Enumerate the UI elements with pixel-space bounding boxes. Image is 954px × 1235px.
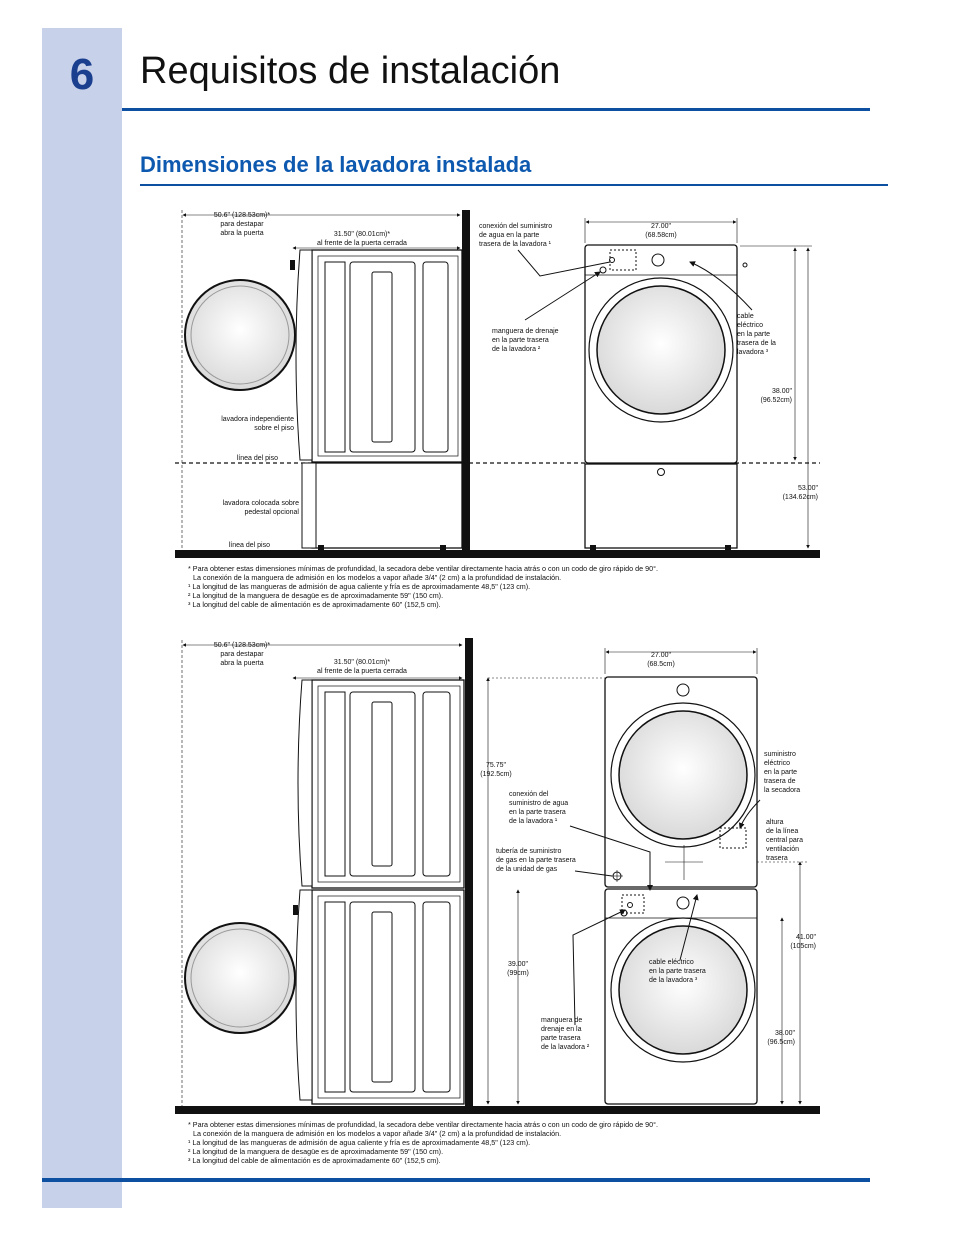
svg-text:para destapar: para destapar <box>220 221 264 228</box>
floor-bar-2 <box>175 1106 820 1114</box>
svg-text:en la parte trasera: en la parte trasera <box>649 968 706 975</box>
svg-text:(134.62cm): (134.62cm) <box>782 494 818 501</box>
footnotes-2: * Para obtener estas dimensiones mínimas de profundidad, la secadora debe ventilar directamente hacia atrás o con un codo de giro rápido de 90°. La conexión de la manguera de admisión en los modelos a vapor añade 3/4" (2 cm) a la profundidad de instalación. ¹ La longitud de las mangueras de admisión de agua caliente y fría es de aproximadamente 48,5" (123 cm). ² La longitud de la manguera de desagüe es de aproximadamente 59" (150 cm). ³ La longitud del cable de alimentación es de aproximadamente 60" (152,5 cm). <box>188 1120 658 1165</box>
svg-text:de agua en la parte: de agua en la parte <box>479 232 540 239</box>
diagram-2 <box>175 638 820 1114</box>
svg-text:drenaje en la: drenaje en la <box>541 1026 582 1033</box>
svg-text:para destapar: para destapar <box>220 651 264 658</box>
svg-text:de la lavadora ²: de la lavadora ² <box>492 346 541 353</box>
label-washer-dim-2: 38.00" <box>774 1030 795 1037</box>
svg-text:la secadora: la secadora <box>764 787 801 794</box>
footnotes-1: * Para obtener estas dimensiones mínimas de profundidad, la secadora debe ventilar directamente hacia atrás o con un codo de giro rápido de 90°. La conexión de la manguera de admisión en los modelos a vapor añade 3/4" (2 cm) a la profundidad de instalación. ¹ La longitud de las mangueras de admisión de agua caliente y fría es de aproximadamente 48,5" (123 cm). ² La longitud de la manguera de desagüe es de aproximadamente 59" (150 cm). ³ La longitud del cable de alimentación es de aproximadamente 60" (152,5 cm). <box>188 564 658 609</box>
svg-text:en la parte: en la parte <box>737 331 771 338</box>
svg-text:eléctrico: eléctrico <box>737 322 764 329</box>
side-view-stack <box>185 680 464 1104</box>
svg-text:(96.5cm): (96.5cm) <box>767 1039 795 1046</box>
svg-text:en la parte: en la parte <box>764 769 798 776</box>
diagram-1 <box>175 210 820 558</box>
svg-text:(99cm): (99cm) <box>507 970 529 977</box>
label-water-supply-1: conexión del suministro <box>479 223 553 230</box>
label-vent-height: altura <box>766 819 784 826</box>
svg-text:al frente de la puerta cerrada: al frente de la puerta cerrada <box>317 668 407 675</box>
svg-text:(68.5cm): (68.5cm) <box>647 661 675 668</box>
svg-text:(96.52cm): (96.52cm) <box>760 397 792 404</box>
label-gas-pipe: tubería de suministro <box>496 848 562 855</box>
label-floor-line: línea del piso <box>236 455 278 462</box>
svg-text:suministro de agua: suministro de agua <box>509 800 569 807</box>
label-height-washer-1: 38.00" <box>771 388 792 395</box>
svg-text:(192.5cm): (192.5cm) <box>480 771 512 778</box>
label-dryer-power: suministro <box>764 751 796 758</box>
svg-text:abra la puerta: abra la puerta <box>220 660 264 667</box>
svg-text:sobre el piso: sobre el piso <box>254 425 294 432</box>
svg-text:al frente de la puerta cerrada: al frente de la puerta cerrada <box>317 240 407 247</box>
label-closed-depth-1: 31.50" (80.01cm)* <box>333 231 391 238</box>
label-vent-dim: 41.00" <box>795 934 816 941</box>
label-width-2: 27.00" <box>650 652 672 659</box>
svg-text:trasera: trasera <box>766 855 788 862</box>
page-title: Requisitos de instalación <box>140 50 561 92</box>
page-number: 6 <box>69 50 95 99</box>
section-title: Dimensiones de la lavadora instalada <box>140 152 532 177</box>
svg-text:de la lavadora ²: de la lavadora ² <box>541 1044 590 1051</box>
svg-text:abra la puerta: abra la puerta <box>220 230 264 237</box>
svg-text:de la unidad de gas: de la unidad de gas <box>496 866 558 873</box>
svg-text:de la lavadora ³: de la lavadora ³ <box>649 977 698 984</box>
svg-text:eléctrico: eléctrico <box>764 760 791 767</box>
svg-text:pedestal opcional: pedestal opcional <box>244 509 299 516</box>
svg-text:en la parte trasera: en la parte trasera <box>509 809 566 816</box>
front-view-stack <box>605 677 757 1104</box>
wall <box>462 210 470 550</box>
label-drain-hose-2: manguera de <box>541 1017 583 1024</box>
label-water-supply-2: conexión del <box>509 791 549 798</box>
label-closed-depth-2: 31.50" (80.01cm)* <box>333 659 391 666</box>
svg-text:(68.58cm): (68.58cm) <box>645 232 677 239</box>
svg-text:parte trasera: parte trasera <box>541 1035 581 1042</box>
label-standalone: lavadora independiente <box>221 416 294 423</box>
svg-text:trasera de: trasera de <box>764 778 796 785</box>
label-door-open-1: 50.6" (128.53cm)* <box>213 212 271 219</box>
label-floor-line-bottom: línea del piso <box>228 542 270 549</box>
svg-text:ventilación: ventilación <box>766 846 800 853</box>
svg-text:de la línea: de la línea <box>766 828 799 835</box>
svg-text:trasera de la lavadora ¹: trasera de la lavadora ¹ <box>479 241 551 248</box>
svg-text:trasera de la: trasera de la <box>737 340 776 347</box>
label-power-cable-2: cable eléctrico <box>649 959 694 966</box>
label-power-cable-1: cable <box>737 313 754 320</box>
label-pedestal: lavadora colocada sobre <box>222 500 299 507</box>
svg-text:de la lavadora ¹: de la lavadora ¹ <box>509 818 558 825</box>
svg-text:central para: central para <box>766 837 803 844</box>
svg-text:(105cm): (105cm) <box>790 943 816 950</box>
floor-bar <box>175 550 820 558</box>
label-total-height: 75.75" <box>485 762 507 769</box>
front-view-washer <box>585 245 747 550</box>
label-width-1: 27.00" <box>650 223 672 230</box>
label-height-pedestal-1: 53.00" <box>797 485 818 492</box>
svg-text:lavadora ³: lavadora ³ <box>737 349 769 356</box>
label-door-open-2: 50.6" (128.53cm)* <box>213 642 271 649</box>
label-washer-height-2: 39.00" <box>507 961 529 968</box>
wall-2 <box>465 638 473 1106</box>
svg-text:en la parte trasera: en la parte trasera <box>492 337 549 344</box>
svg-text:de gas en la parte trasera: de gas en la parte trasera <box>496 857 576 864</box>
label-drain-hose-1: manguera de drenaje <box>492 328 559 335</box>
